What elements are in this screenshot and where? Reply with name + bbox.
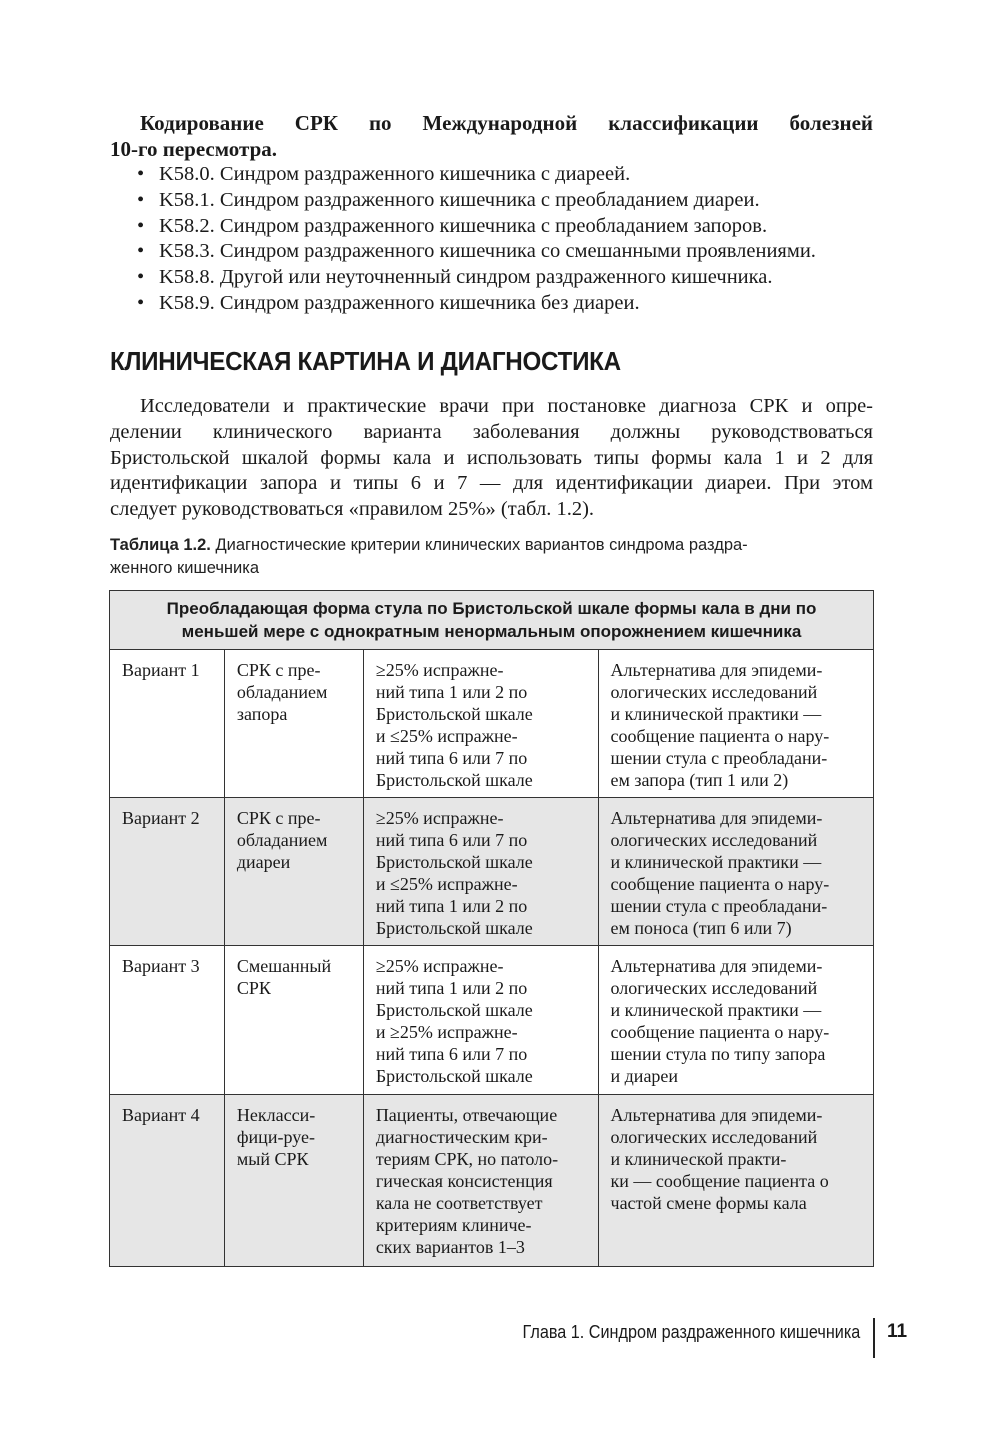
caption-label: Таблица 1.2.: [110, 536, 211, 554]
heading-line: 10-го пересмотра.: [110, 137, 278, 161]
list-item: • K58.3. Синдром раздраженного кишечника со смешанными проявлениями.: [137, 239, 816, 265]
alternative-cell: Альтернатива для эпидеми- ологических исследований и клинической практи- ки — сообщение пациента о частой смене формы кала: [598, 1095, 873, 1267]
table-row: [110, 946, 874, 1095]
criteria-cell: ≥25% испражне- ний типа 1 или 2 по Бристольской шкале и ≤25% испражне- ний типа 6 или 7 по Бристольской шкале: [363, 650, 598, 798]
name-cell: СРК с пре- обладанием диареи: [224, 798, 363, 946]
list-item: • K58.1. Синдром раздраженного кишечника с преобладанием диареи.: [137, 188, 816, 214]
name-cell: Смешанный СРК: [224, 946, 363, 1095]
table-row: [110, 650, 874, 798]
icd-code-list: [137, 162, 816, 317]
paragraph-line: Бристольской шкалой формы кала и использовать типы формы кала 1 и 2 для: [110, 446, 873, 469]
page-number: 11: [887, 1321, 908, 1342]
paragraph-line: следует руководствоваться «правилом 25%» (табл. 1.2).: [110, 498, 595, 521]
name-cell: Некласси- фици-руе- мый СРК: [224, 1095, 363, 1267]
caption-text: женного кишечника: [110, 559, 260, 577]
name-cell: СРК с пре- обладанием запора: [224, 650, 363, 798]
alternative-cell: Альтернатива для эпидеми- ологических исследований и клинической практики — сообщение пациента о нару- шении стула с преобладани- ем запора (тип 1 или 2): [598, 650, 873, 798]
running-footer: Глава 1. Синдром раздраженного кишечника: [522, 1322, 860, 1342]
paragraph-line: Исследователи и практические врачи при постановке диагноза СРК и опре-: [140, 395, 873, 417]
variant-cell: Вариант 2: [110, 798, 225, 946]
variant-cell: Вариант 3: [110, 946, 225, 1095]
caption-text: Диагностические критерии клинических вариантов синдрома раздра-: [210, 536, 748, 554]
body-paragraph: [110, 394, 873, 523]
list-item: • K58.9. Синдром раздраженного кишечника без диареи.: [137, 291, 816, 317]
paragraph-line: делении клинического варианта заболевания должны руководствоваться: [110, 420, 873, 443]
variant-cell: Вариант 4: [110, 1095, 225, 1267]
coding-heading: [110, 110, 873, 162]
criteria-cell: ≥25% испражне- ний типа 6 или 7 по Бристольской шкале и ≤25% испражне- ний типа 1 или 2 по Бристольской шкале: [363, 798, 598, 946]
criteria-cell: ≥25% испражне- ний типа 1 или 2 по Бристольской шкале и ≥25% испражне- ний типа 6 или 7 по Бристольской шкале: [363, 946, 598, 1095]
heading-line: Кодирование СРК по Международной классификации болезней: [140, 111, 873, 135]
variant-cell: Вариант 1: [110, 650, 225, 798]
table-header: Преобладающая форма стула по Бристольской шкале формы кала в дни по меньшей мере с однократным ненормальным опорожнением кишечника: [110, 591, 874, 650]
section-title: КЛИНИЧЕСКАЯ КАРТИНА И ДИАГНОСТИКА: [110, 346, 621, 376]
criteria-table: [109, 590, 874, 1267]
list-item: • K58.8. Другой или неуточненный синдром раздраженного кишечника.: [137, 265, 816, 291]
paragraph-line: идентификации запора и типы 6 и 7 — для идентификации диареи. При этом: [110, 472, 873, 495]
alternative-cell: Альтернатива для эпидеми- ологических исследований и клинической практики — сообщение пациента о нару- шении стула по типу запора и диареи: [598, 946, 873, 1095]
table-row: [110, 798, 874, 946]
criteria-cell: Пациенты, отвечающие диагностическим кри- териям СРК, но патоло- гическая консистенция кала не соответствует критериям клиниче- ских вариантов 1–3: [363, 1095, 598, 1267]
footer-divider: [873, 1318, 875, 1358]
alternative-cell: Альтернатива для эпидеми- ологических исследований и клинической практики — сообщение пациента о нару- шении стула с преобладани- ем поноса (тип 6 или 7): [598, 798, 873, 946]
table-row: [110, 1095, 874, 1267]
list-item: • K58.2. Синдром раздраженного кишечника с преобладанием запоров.: [137, 214, 816, 240]
list-item: • K58.0. Синдром раздраженного кишечника с диареей.: [137, 162, 816, 188]
table-caption: [110, 534, 860, 580]
